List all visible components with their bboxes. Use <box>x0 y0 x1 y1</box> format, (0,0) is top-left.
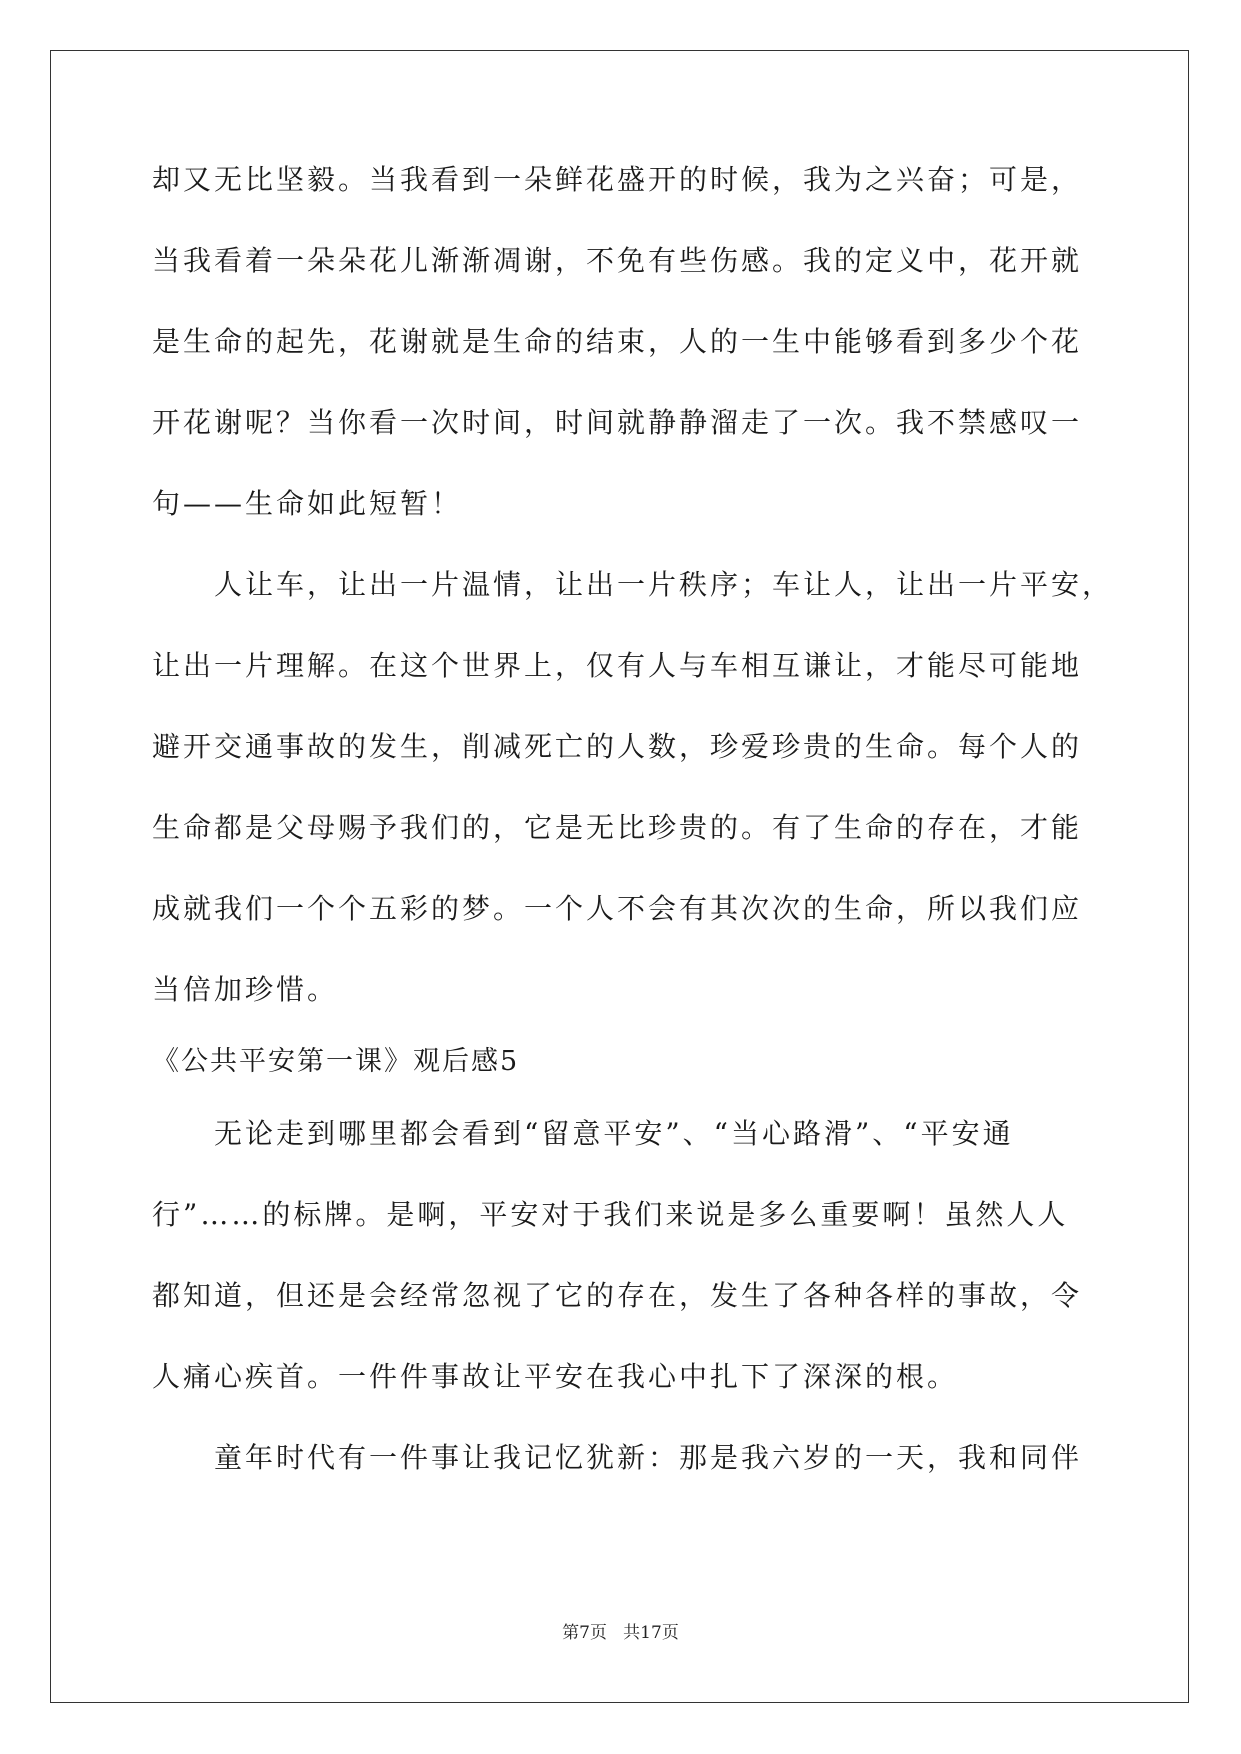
text-line: 成就我们一个个五彩的梦。一个人不会有其次次的生命，所以我们应 <box>152 892 1083 925</box>
text-line: 避开交通事故的发生，削减死亡的人数，珍爱珍贵的生命。每个人的 <box>152 730 1083 763</box>
text-line: 句——生命如此短暂！ <box>152 487 463 520</box>
text-line: 人痛心疾首。一件件事故让平安在我心中扎下了深深的根。 <box>152 1360 959 1393</box>
text-line: 开花谢呢？当你看一次时间，时间就静静溜走了一次。我不禁感叹一 <box>152 406 1083 439</box>
paragraph-first-line: 人让车，让出一片温情，让出一片秩序；车让人，让出一片平安， <box>214 568 1114 601</box>
document-body <box>152 160 1114 1519</box>
text-line: 生命都是父母赐予我们的，它是无比珍贵的。有了生命的存在，才能 <box>152 811 1083 844</box>
text-line: 是生命的起先，花谢就是生命的结束，人的一生中能够看到多少个花 <box>152 325 1083 358</box>
text-line: 当倍加珍惜。 <box>152 973 339 1006</box>
text-line: 都知道，但还是会经常忽视了它的存在，发生了各种各样的事故，令 <box>152 1279 1083 1312</box>
paragraph-first-line: 童年时代有一件事让我记忆犹新：那是我六岁的一天，我和同伴 <box>214 1441 1083 1474</box>
text-line: 当我看着一朵朵花儿渐渐凋谢，不免有些伤感。我的定义中，花开就 <box>152 244 1083 277</box>
paragraph-first-line: 无论走到哪里都会看到“留意平安”、“当心路滑”、“平安通 <box>214 1117 1014 1150</box>
text-line: 行”……的标牌。是啊，平安对于我们来说是多么重要啊！虽然人人 <box>152 1198 1069 1231</box>
section-heading: 《公共平安第一课》观后感5 <box>152 1046 520 1077</box>
text-line: 让出一片理解。在这个世界上，仅有人与车相互谦让，才能尽可能地 <box>152 649 1083 682</box>
page-number: 第7页 共17页 <box>562 1623 679 1643</box>
text-line: 却又无比坚毅。当我看到一朵鲜花盛开的时候，我为之兴奋；可是， <box>152 163 1083 196</box>
